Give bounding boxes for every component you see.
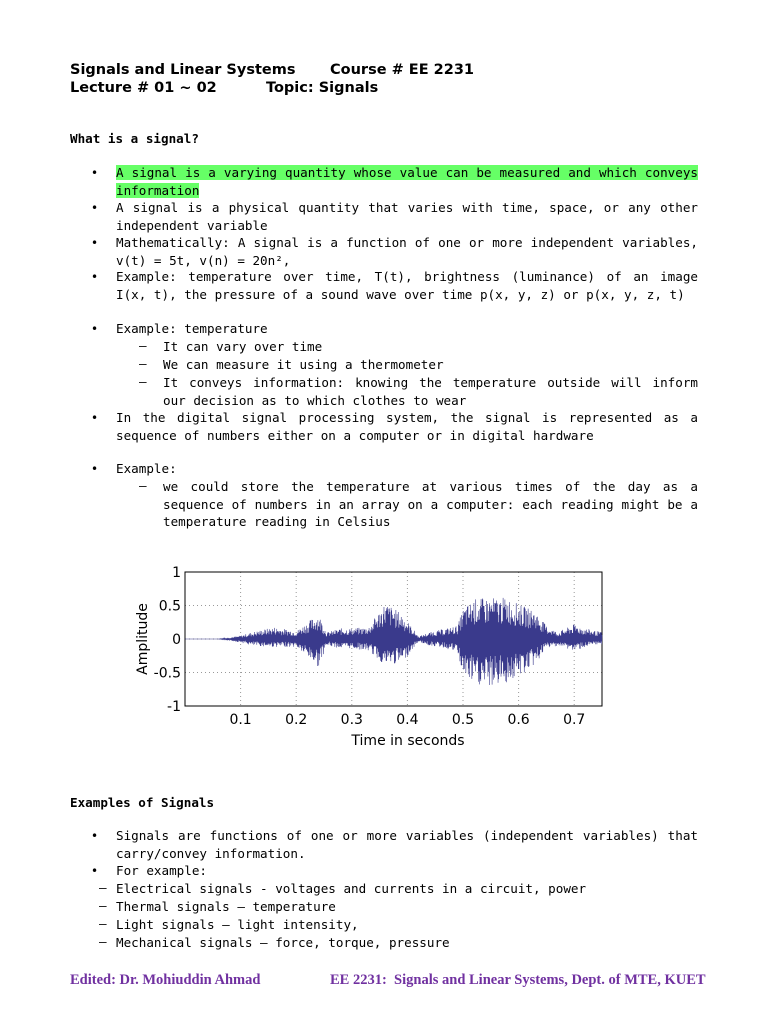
y-tick-label: 0.5 bbox=[158, 598, 181, 615]
example-mechanical: Mechanical signals – force, torque, pressure bbox=[116, 935, 450, 950]
bullet-dsp: In the digital signal processing system, the signal is represented as a sequence of numbers either on a computer or in digital hardware bbox=[116, 410, 698, 443]
bullet-icon: • bbox=[91, 270, 99, 284]
bullet-icon: • bbox=[91, 829, 99, 843]
course-title: Signals and Linear Systems bbox=[70, 62, 296, 78]
example-thermal: Thermal signals – temperature bbox=[116, 899, 336, 914]
section-title-examples: Examples of Signals bbox=[70, 795, 215, 810]
bullet-example-temperature-time: Example: temperature over time, T(t), brightness (luminance) of an image I(x, t), the pressure of a sound wave over time p(x, y, z) or p(x, y, z, t) bbox=[116, 269, 698, 302]
bullet-icon: • bbox=[91, 201, 99, 215]
lecture-number: Lecture # 01 ~ 02 bbox=[70, 80, 217, 96]
dash-icon: – bbox=[99, 934, 107, 949]
dash-icon: – bbox=[99, 898, 107, 913]
x-tick-label: 0.6 bbox=[507, 712, 530, 728]
bullet-icon: • bbox=[91, 864, 99, 878]
x-tick-label: 0.2 bbox=[285, 712, 308, 728]
y-axis-label: Amplitude bbox=[135, 603, 151, 675]
dash-icon: – bbox=[99, 880, 107, 895]
bullet-for-example: For example: bbox=[116, 863, 207, 878]
example-electrical: Electrical signals - voltages and currents in a circuit, power bbox=[116, 881, 587, 896]
bullet-signals-functions: Signals are functions of one or more variables (independent variables) that carry/convey information. bbox=[116, 828, 698, 861]
course-number: Course # EE 2231 bbox=[330, 62, 475, 78]
x-tick-label: 0.4 bbox=[396, 712, 419, 728]
signal-waveform bbox=[185, 598, 602, 685]
example-light: Light signals – light intensity, bbox=[116, 917, 359, 932]
x-tick-labels bbox=[229, 712, 585, 728]
x-tick-label: 0.5 bbox=[451, 712, 475, 728]
y-tick-label: -1 bbox=[167, 699, 181, 715]
x-tick-label: 0.7 bbox=[563, 712, 586, 728]
bullet-example-temperature: Example: temperature bbox=[116, 321, 268, 336]
lecture-topic: Topic: Signals bbox=[266, 80, 379, 96]
sub-item-store-temperature: we could store the temperature at various times of the day as a sequence of numbers in an array on a computer: each reading might be a temperature reading in Celsius bbox=[163, 479, 698, 529]
dash-icon: – bbox=[139, 338, 147, 353]
sub-item-measure: We can measure it using a thermometer bbox=[163, 357, 444, 372]
dash-icon: – bbox=[139, 374, 147, 389]
bullet-icon: • bbox=[91, 166, 99, 180]
dash-icon: – bbox=[139, 478, 147, 493]
bullet-icon: • bbox=[91, 322, 99, 336]
bullet-physical-quantity: A signal is a physical quantity that varies with time, space, or any other independent variable bbox=[116, 200, 698, 233]
bullet-mathematically: Mathematically: A signal is a function of one or more independent variables, v(t) = 5t, v(n) = 20n², bbox=[116, 235, 698, 268]
bullet-example: Example: bbox=[116, 461, 177, 476]
section-title-what-is-signal: What is a signal? bbox=[70, 131, 199, 146]
dash-icon: – bbox=[139, 356, 147, 371]
sub-item-vary: It can vary over time bbox=[163, 339, 323, 354]
y-tick-label: -0.5 bbox=[153, 665, 181, 682]
x-axis-label: Time in seconds bbox=[351, 733, 465, 749]
sub-item-conveys: It conveys information: knowing the temperature outside will inform our decision as to which clothes to wear bbox=[163, 375, 698, 408]
y-tick-label: 1 bbox=[172, 565, 181, 581]
x-tick-label: 0.3 bbox=[340, 712, 363, 728]
footer-editor: Edited: Dr. Mohiuddin Ahmad bbox=[70, 972, 261, 988]
amplitude-chart bbox=[125, 560, 615, 755]
y-tick-labels bbox=[154, 565, 181, 715]
bullet-icon: • bbox=[91, 236, 99, 250]
x-tick-label: 0.1 bbox=[229, 712, 252, 728]
footer-course: EE 2231: Signals and Linear Systems, Dept. of MTE, KUET bbox=[330, 972, 706, 988]
y-tick-label: 0 bbox=[172, 632, 181, 648]
bullet-icon: • bbox=[91, 411, 99, 425]
dash-icon: – bbox=[99, 916, 107, 931]
bullet-icon: • bbox=[91, 462, 99, 476]
bullet-definition-highlighted: A signal is a varying quantity whose value can be measured and which conveys information bbox=[116, 165, 698, 198]
